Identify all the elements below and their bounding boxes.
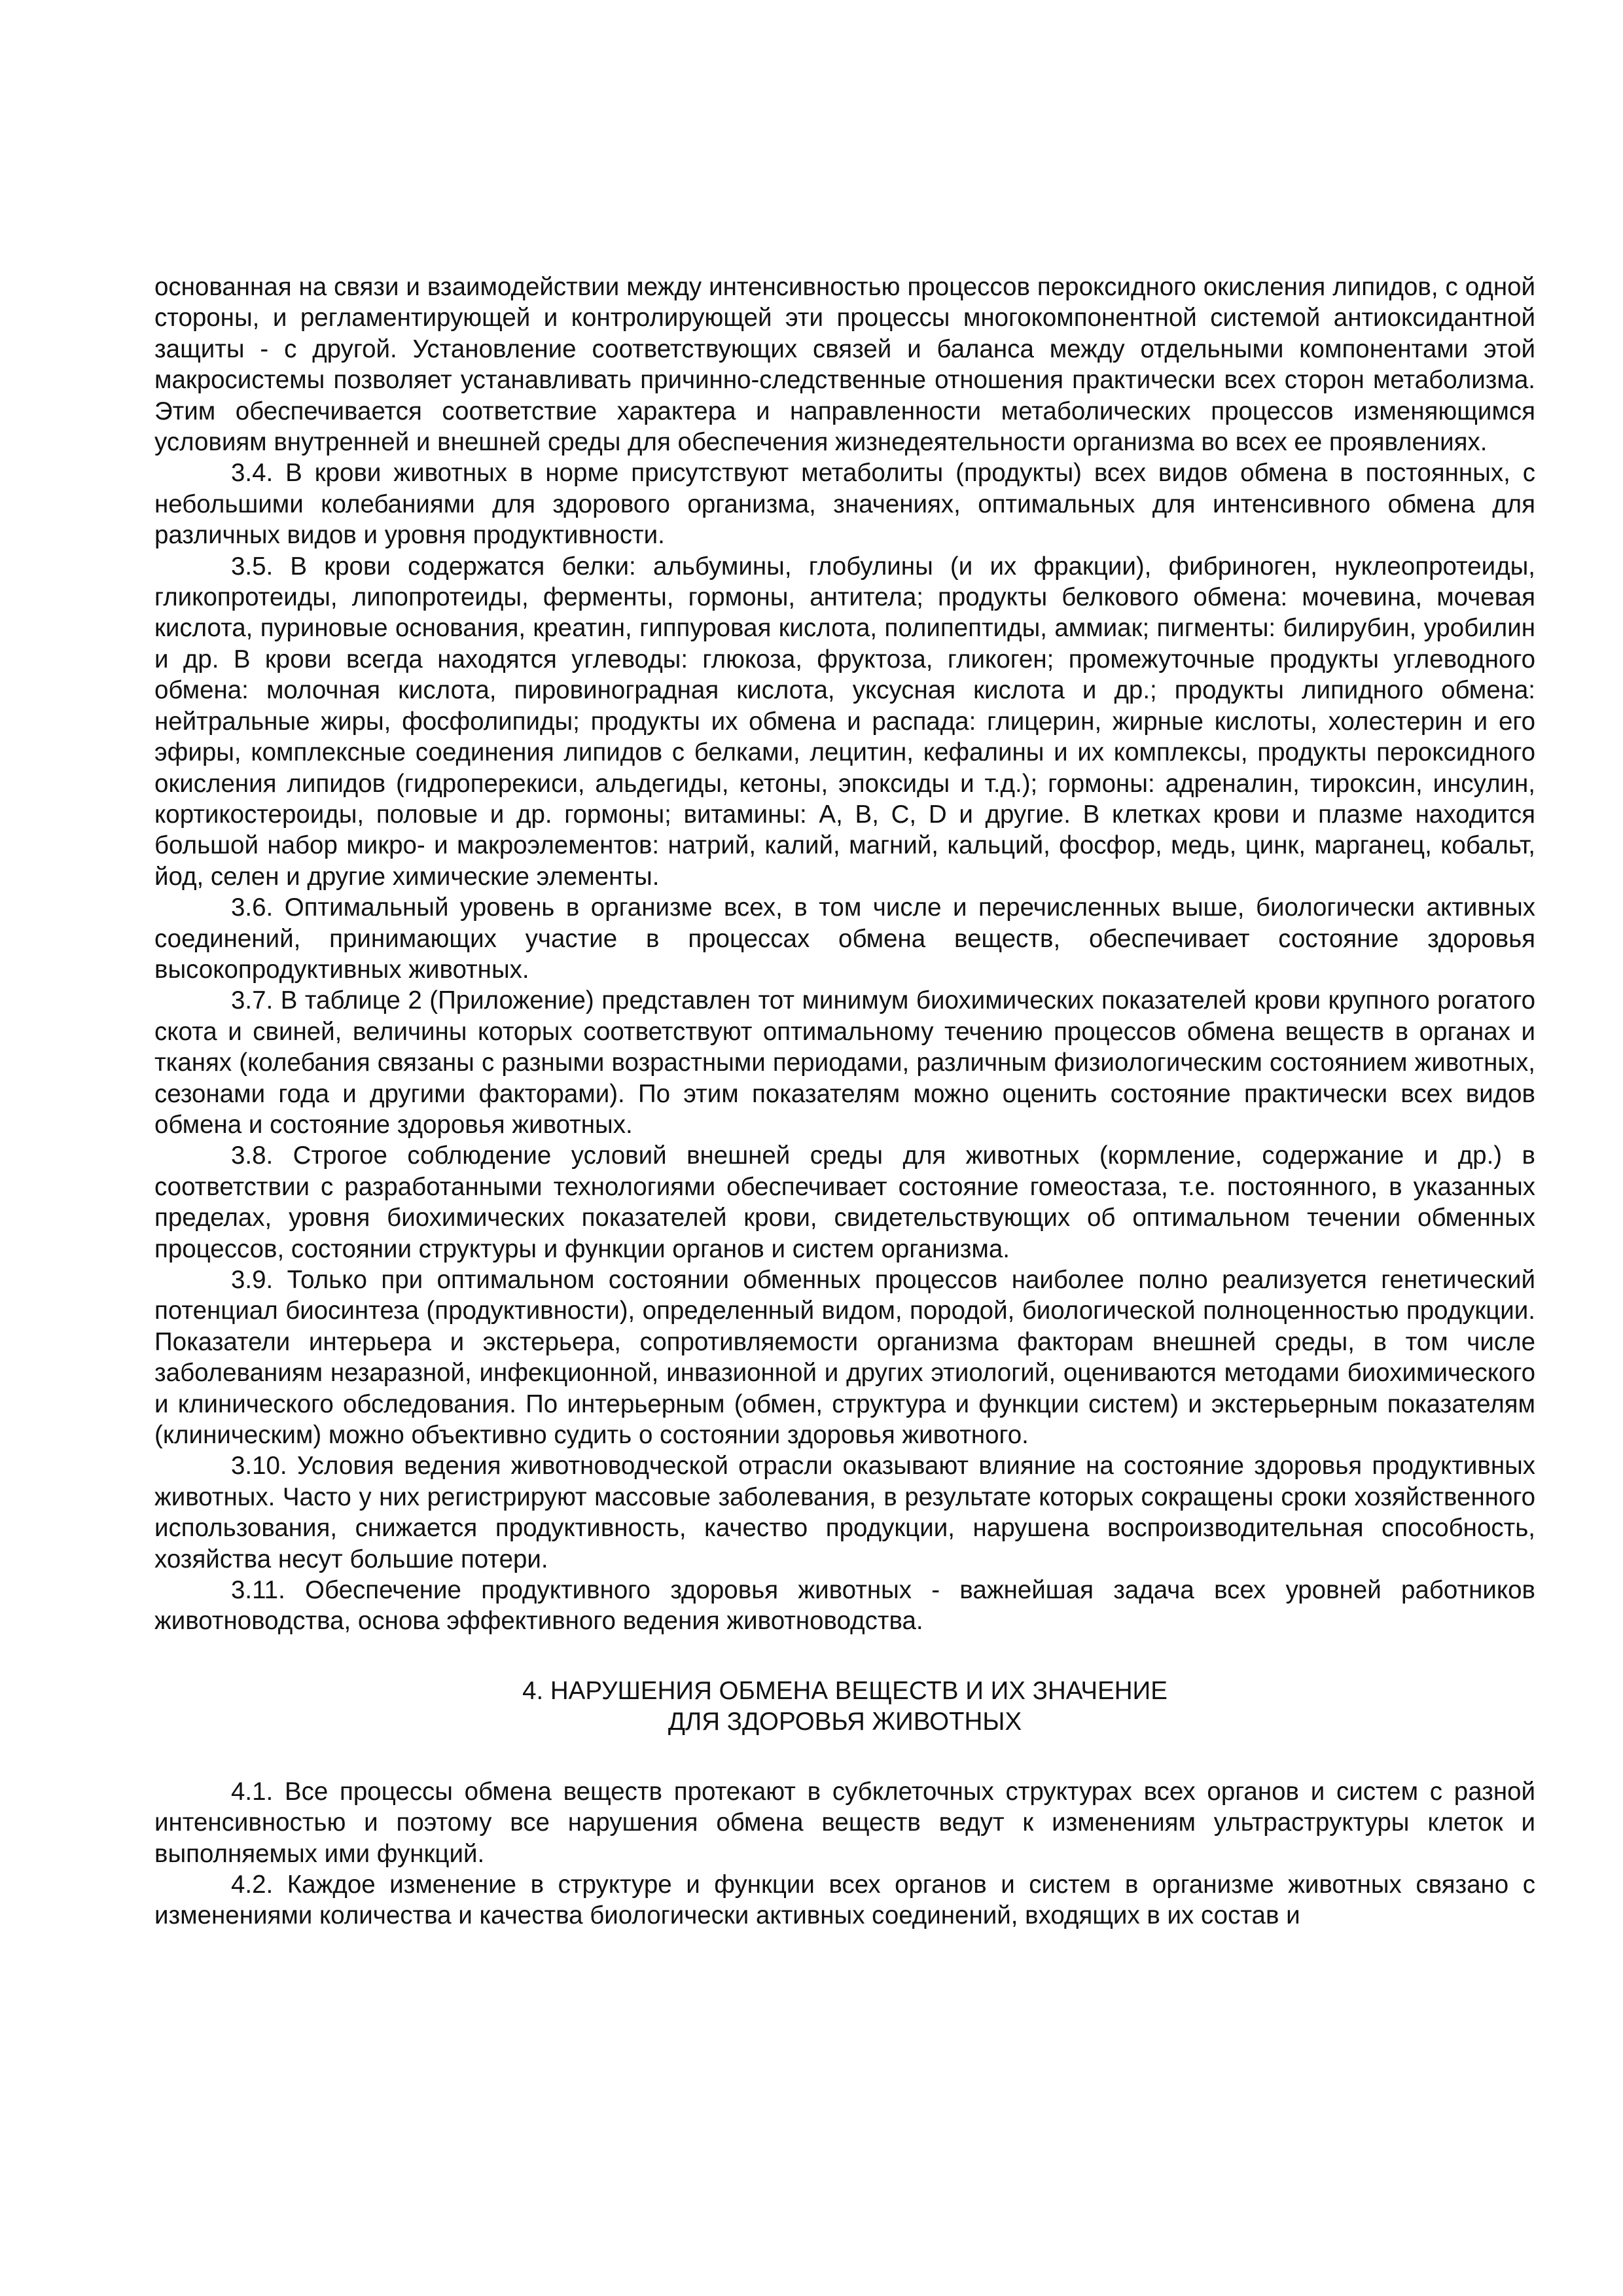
paragraph-3-10: 3.10. Условия ведения животноводческой отрасли оказывают влияние на состояние здоровья продуктивных животных. Часто у них регистрируют массовые заболевания, в результате которых сокращены сроки хозяйственного использования, снижается продуктивность, качество продукции, нарушена воспроизводительная способность, хозяйства несут большие потери.: [154, 1452, 1535, 1573]
section-heading: [154, 1676, 1535, 1738]
paragraph-3-7: 3.7. В таблице 2 (Приложение) представлен тот минимум биохимических показателей крови крупного рогатого скота и свиней, величины которых соответствуют оптимальному течению процессов обмена веществ в органах и тканях (колебания связаны с разными возрастными периодами, различным физиологическим состоянием животных, сезонами года и другими факторами). По этим показателям можно оценить состояние практически всех видов обмена и состояние здоровья животных.: [154, 986, 1535, 1139]
paragraph-3-5: 3.5. В крови содержатся белки: альбумины, глобулины (и их фракции), фибриноген, нуклеопротеиды, гликопротеиды, липопротеиды, ферменты, гормоны, антитела; продукты белкового обмена: мочевина, мочевая кислота, пуриновые основания, креатин, гиппуровая кислота, полипептиды, аммиак; пигменты: билирубин, уробилин и др. В крови всегда находятся углеводы: глюкоза, фруктоза, гликоген; промежуточные продукты углеводного обмена: молочная кислота, пировиноградная кислота, уксусная кислота и др.; продукты липидного обмена: нейтральные жиры, фосфолипиды; продукты их обмена и распада: глицерин, жирные кислоты, холестерин и его эфиры, комплексные соединения липидов с белками, лецитин, кефалины и их комплексы, продукты пероксидного окисления липидов (гидроперекиси, альдегиды, кетоны, эпоксиды и т.д.); гормоны: адреналин, тироксин, инсулин, кортикостероиды, половые и др. гормоны; витамины: А, В, С, D и другие. В клетках крови и плазме находится большой набор микро- и макроэлементов: натрий, калий, магний, кальций, фосфор, медь, цинк, марганец, кобальт, йод, селен и другие химические элементы.: [154, 552, 1535, 891]
paragraph-3-9: 3.9. Только при оптимальном состоянии обменных процессов наиболее полно реализуется генетический потенциал биосинтеза (продуктивности), определенный видом, породой, биологической полноценностью продукции. Показатели интерьера и экстерьера, сопротивляемости организма факторам внешней среды, в том числе заболеваниям незаразной, инфекционной, инвазионной и других этиологий, оцениваются методами биохимического и клинического обследования. По интерьерным (обмен, структура и функции систем) и экстерьерным показателям (клиническим) можно объективно судить о состоянии здоровья животного.: [154, 1266, 1535, 1450]
section-heading-line-1: 4. НАРУШЕНИЯ ОБМЕНА ВЕЩЕСТВ И ИХ ЗНАЧЕНИЕ: [522, 1676, 1168, 1705]
paragraph-3-8: 3.8. Строгое соблюдение условий внешней среды для животных (кормление, содержание и др.) в соответствии с разработанными технологиями обеспечивает состояние гомеостаза, т.е. постоянного, в указанных пределах, уровня биохимических показателей крови, свидетельствующих об оптимальном течении обменных процессов, состоянии структуры и функции органов и систем организма.: [154, 1141, 1535, 1263]
paragraph-4-2: 4.2. Каждое изменение в структуре и функции всех органов и систем в организме животных связано с изменениями количества и качества биологически активных соединений, входящих в их состав и: [154, 1870, 1535, 1930]
paragraph-3-11: 3.11. Обеспечение продуктивного здоровья животных - важнейшая задача всех уровней работников животноводства, основа эффективного ведения животноводства.: [154, 1576, 1535, 1636]
paragraph-3-6: 3.6. Оптимальный уровень в организме всех, в том числе и перечисленных выше, биологически активных соединений, принимающих участие в процессах обмена веществ, обеспечивает состояние здоровья высокопродуктивных животных.: [154, 893, 1535, 984]
section-heading-line-2: ДЛЯ ЗДОРОВЬЯ ЖИВОТНЫХ: [668, 1708, 1022, 1736]
document-page: [154, 272, 1535, 1931]
paragraph-4-1: 4.1. Все процессы обмена веществ протекают в субклеточных структурах всех органов и систем с разной интенсивностью и поэтому все нарушения обмена веществ ведут к изменениям ультраструктуры клеток и выполняемых ими функций.: [154, 1777, 1535, 1868]
paragraph-continuation: основанная на связи и взаимодействии между интенсивностью процессов пероксидного окисления липидов, с одной стороны, и регламентирующей и контролирующей эти процессы многокомпонентной системой антиоксидантной защиты - с другой. Установление соответствующих связей и баланса между отдельными компонентами этой макросистемы позволяет устанавливать причинно-следственные отношения практически всех сторон метаболизма. Этим обеспечивается соответствие характера и направленности метаболических процессов изменяющимся условиям внутренней и внешней среды для обеспечения жизнедеятельности организма во всех ее проявлениях.: [154, 273, 1535, 457]
paragraph-3-4: 3.4. В крови животных в норме присутствуют метаболиты (продукты) всех видов обмена в постоянных, с небольшими колебаниями для здорового организма, значениях, оптимальных для интенсивного обмена для различных видов и уровня продуктивности.: [154, 459, 1535, 550]
